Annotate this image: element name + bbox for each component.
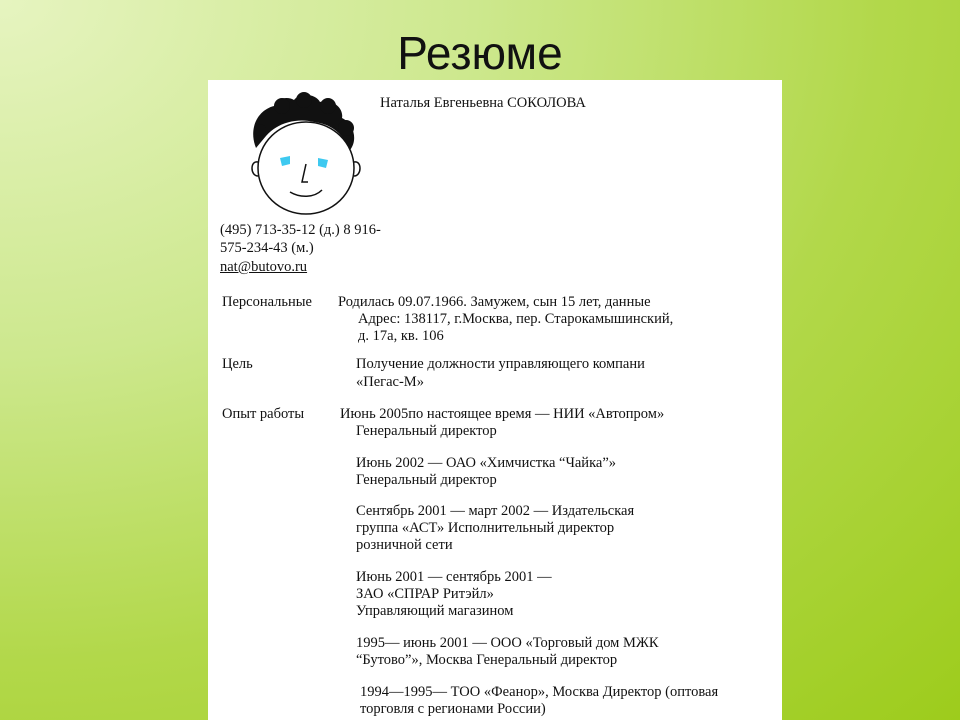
experience-entry-line: 1994—1995— ТОО «Феанор», Москва Директор (оптовая: [360, 684, 719, 700]
experience-entry-line: ЗАО «СПРАР Ритэйл»: [356, 586, 494, 602]
avatar-drawing: [238, 88, 368, 218]
experience-entry-line: Сентябрь 2001 — март 2002 — Издательская: [356, 503, 635, 519]
experience-entry-line: Июнь 2001 — сентябрь 2001 —: [356, 569, 552, 585]
experience-entry-line: торговля с регионами России): [360, 701, 546, 717]
experience-entry-line: “Бутово”», Москва Генеральный директор: [356, 652, 618, 668]
experience-entry-line: розничной сети: [356, 537, 453, 553]
experience-entry-line: Июнь 2005по настоящее время — НИИ «Автопром»: [340, 406, 665, 422]
contact-email-link[interactable]: nat@butovo.ru: [220, 259, 308, 275]
experience-entry-line: Генеральный директор: [356, 472, 497, 488]
personal-label: Персональные: [222, 294, 312, 310]
experience-label: Опыт работы: [222, 406, 305, 422]
experience-entry-line: Генеральный директор: [356, 423, 497, 439]
resume-name: Наталья Евгеньевна СОКОЛОВА: [380, 95, 586, 111]
contact-phone-line-1: (495) 713-35-12 (д.) 8 916-: [220, 222, 381, 238]
personal-line-1: Родилась 09.07.1966. Замужем, сын 15 лет, данные: [338, 294, 651, 310]
personal-line-3: д. 17а, кв. 106: [358, 328, 444, 344]
goal-line-1: Получение должности управляющего компани: [356, 356, 645, 372]
experience-entry-line: группа «АСТ» Исполнительный директор: [356, 520, 615, 536]
experience-entry-line: Управляющий магазином: [356, 603, 514, 619]
experience-entry-line: 1995— июнь 2001 — ООО «Торговый дом МЖК: [356, 635, 659, 651]
personal-line-2: Адрес: 138117, г.Москва, пер. Старокамышинский,: [358, 311, 674, 327]
goal-line-2: «Пегас-М»: [356, 374, 424, 390]
resume-document: [208, 80, 782, 720]
slide-title: Резюме: [397, 27, 563, 79]
experience-entry-line: Июнь 2002 — ОАО «Химчистка “Чайка”»: [356, 455, 617, 471]
goal-label: Цель: [222, 356, 253, 372]
contact-phone-line-2: 575-234-43 (м.): [220, 240, 314, 256]
